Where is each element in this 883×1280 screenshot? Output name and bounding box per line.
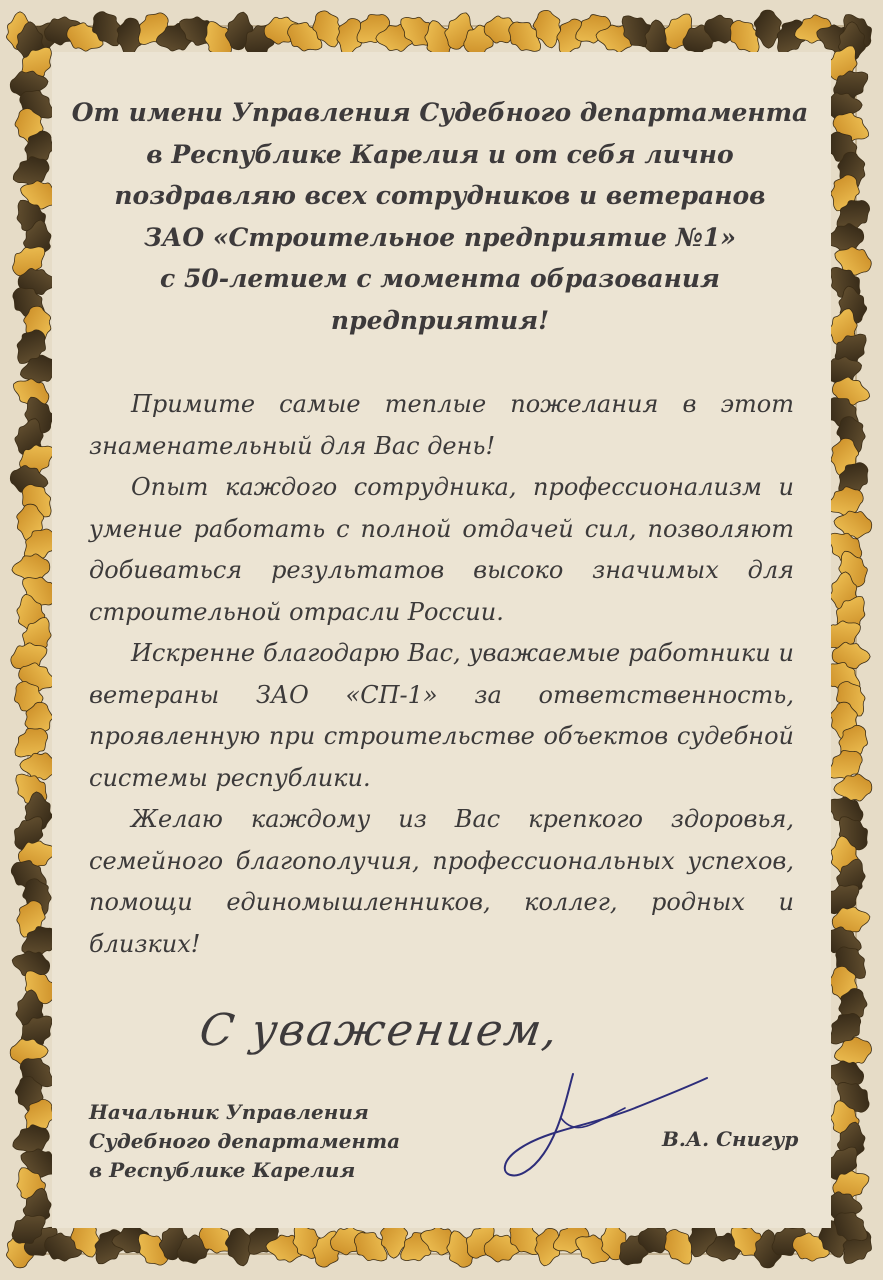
heading-line: ЗАО «Строительное предприятие №1» (144, 222, 736, 252)
heading-line: предприятия! (330, 305, 550, 335)
position-line: Начальник Управления (89, 1100, 369, 1124)
paragraph-line: Примите самые теплые пожелания в этот (131, 390, 794, 418)
closing-regards: С уважением, (196, 1005, 563, 1056)
heading-line: в Республике Карелия и от себя лично (146, 139, 734, 169)
paragraph-line: строительной отрасли России. (89, 597, 504, 626)
heading-line: поздравляю всех сотрудников и ветеранов (114, 181, 766, 210)
paragraph-line: Опыт каждого сотрудника, профессионализм и (131, 473, 794, 501)
paragraph-line: ветераны ЗАО «СП-1» за ответственность, (89, 680, 794, 709)
paragraph-line: умение работать с полной отдачей сил, позволяют (89, 514, 794, 543)
signer-name: В.А. Снигур (662, 1127, 799, 1151)
position-line: Судебного департамента (89, 1129, 401, 1153)
paragraph-line: системы республики. (89, 763, 371, 792)
heading-line: От имени Управления Судебного департамента (71, 98, 809, 127)
paragraph-line: Искренне благодарю Вас, уважаемые работники и (131, 639, 794, 667)
position-line: в Республике Карелия (89, 1158, 356, 1182)
signer-position (89, 1098, 400, 1185)
heading-line: с 50-летием с момента образования (160, 264, 720, 293)
paragraph-wishes (89, 384, 794, 467)
paragraph-line: помощи единомышленников, коллег, родных и (89, 888, 794, 916)
paragraph-line: Желаю каждому из Вас крепкого здоровья, (131, 805, 794, 833)
paragraph-line: близких! (89, 929, 201, 958)
paragraph-line: семейного благополучия, профессиональных успехов, (89, 846, 794, 875)
paragraph-line: добиваться результатов высоко значимых для (89, 556, 794, 584)
paragraph-wishes-health (89, 799, 794, 965)
paragraph-experience (89, 467, 794, 633)
paragraph-line: знаменательный для Вас день! (89, 431, 496, 460)
heading (60, 92, 820, 341)
paragraph-gratitude (89, 633, 794, 799)
paragraph-line: проявленную при строительстве объектов судебной (89, 722, 794, 750)
